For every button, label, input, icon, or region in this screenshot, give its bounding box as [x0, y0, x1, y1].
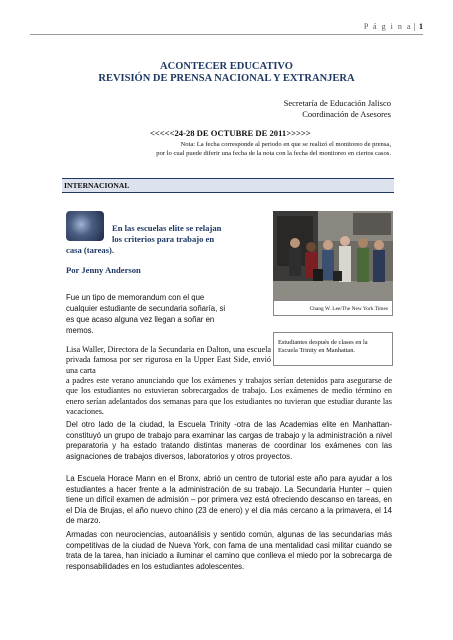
- page-number: 1: [419, 22, 423, 31]
- page-label: P á g i n a: [363, 22, 412, 31]
- p1-line-3: es que acaso alguna vez llegan a soñar en: [66, 315, 215, 324]
- document-title: ACONTECER EDUCATIVO: [160, 61, 293, 72]
- date-range: <<<<<24-28 DE OCTUBRE DE 2011>>>>>: [150, 128, 311, 138]
- photo-caption: Estudiantes después de clases en la Escuela Trinity en Manhattan.: [273, 332, 393, 366]
- photo-credit: Chang W. Lee/The New York Times: [273, 300, 393, 316]
- headline-line-2: los criterios para trabajo en: [112, 234, 215, 244]
- section-heading: INTERNACIONAL: [62, 178, 394, 193]
- headline-line-1: En las escuelas elite se relajan: [112, 223, 222, 233]
- article-photo: [273, 211, 393, 301]
- header-rule: [30, 34, 423, 35]
- page-number-header: P á g i n a | 1: [363, 22, 423, 31]
- note-line-2: por lo cual puede diferir una fecha de la nota con la fecha del monitoreo en ciertos casos.: [156, 149, 391, 157]
- paragraph-2-start: Lisa Waller, Directora de la Secundaria en Dalton, una escuela privada famosa por ser rigurosa en la Upper East Side, envió una carta: [66, 345, 271, 375]
- org-name: Secretaría de Educación Jalisco: [283, 98, 391, 108]
- note-line-1: Nota: La fecha corresponde al periodo en que se realizó el monitoreo de prensa,: [180, 141, 391, 148]
- monitoring-note: [60, 141, 391, 158]
- org-unit: Coordinación de Asesores: [302, 109, 391, 119]
- p1-line-2: cualquier estudiante de secundaria soñaría, si: [66, 304, 226, 313]
- headline-line-3: casa (tareas).: [66, 245, 115, 255]
- document-subtitle: REVISIÓN DE PRENSA NACIONAL Y EXTRANJERA: [98, 73, 355, 84]
- paragraph-1: [66, 292, 266, 336]
- byline: Por Jenny Anderson: [66, 265, 141, 275]
- p1-line-4: memos.: [66, 326, 94, 335]
- paragraph-2-end: a padres este verano anunciando que los exámenes y trabajos serían detenidos para asegurarse de que los estudiantes no estuvieran sobrecargados de trabajo. Los exámenes de medio término en enero serían adelantados dos semanas para que los estudiantes no tuvieran que estudiar durante las vacaciones.: [66, 376, 392, 417]
- article-headline: [66, 223, 274, 256]
- p1-line-1: Fue un tipo de memorandum con el que: [66, 293, 205, 302]
- students-photo: [273, 211, 393, 301]
- paragraph-4: La Escuela Horace Mann en el Bronx, abrió un centro de tutorial este año para ayudar a los estudiantes a hacer frente a la administración de su trabajo. La Secundaria Hunter – quien tiene un difícil examen de admisión – por primera vez está ofreciendo descanso en tareas, en el Día de Brujas, el año nuevo chino (23 de enero) y el día más cercano a la primavera, el 14 de marzo.: [66, 474, 392, 526]
- paragraph-3: Del otro lado de la ciudad, la Escuela Trinity -otra de las Academias elite en Manhattan- constituyó un grupo de trabajo para examinar las cargas de trabajo y la administración a nivel preparatoria y ha estado tratando distintas maneras de coordinar los exámenes con las asignaciones de trabajos diversos, laboratorios y otros proyectos.: [66, 420, 392, 461]
- paragraph-5: Armadas con neurociencias, autoanálisis y sentido común, algunas de las secundarias más competitivas de la ciudad de Nueva York, con fama de una mentalidad casi militar cuando se trata de la tarea, han iniciado a iluminar el camino que conlleva el miedo por la sobrecarga de responsabilidades en los estudiantes adolescentes.: [66, 530, 392, 571]
